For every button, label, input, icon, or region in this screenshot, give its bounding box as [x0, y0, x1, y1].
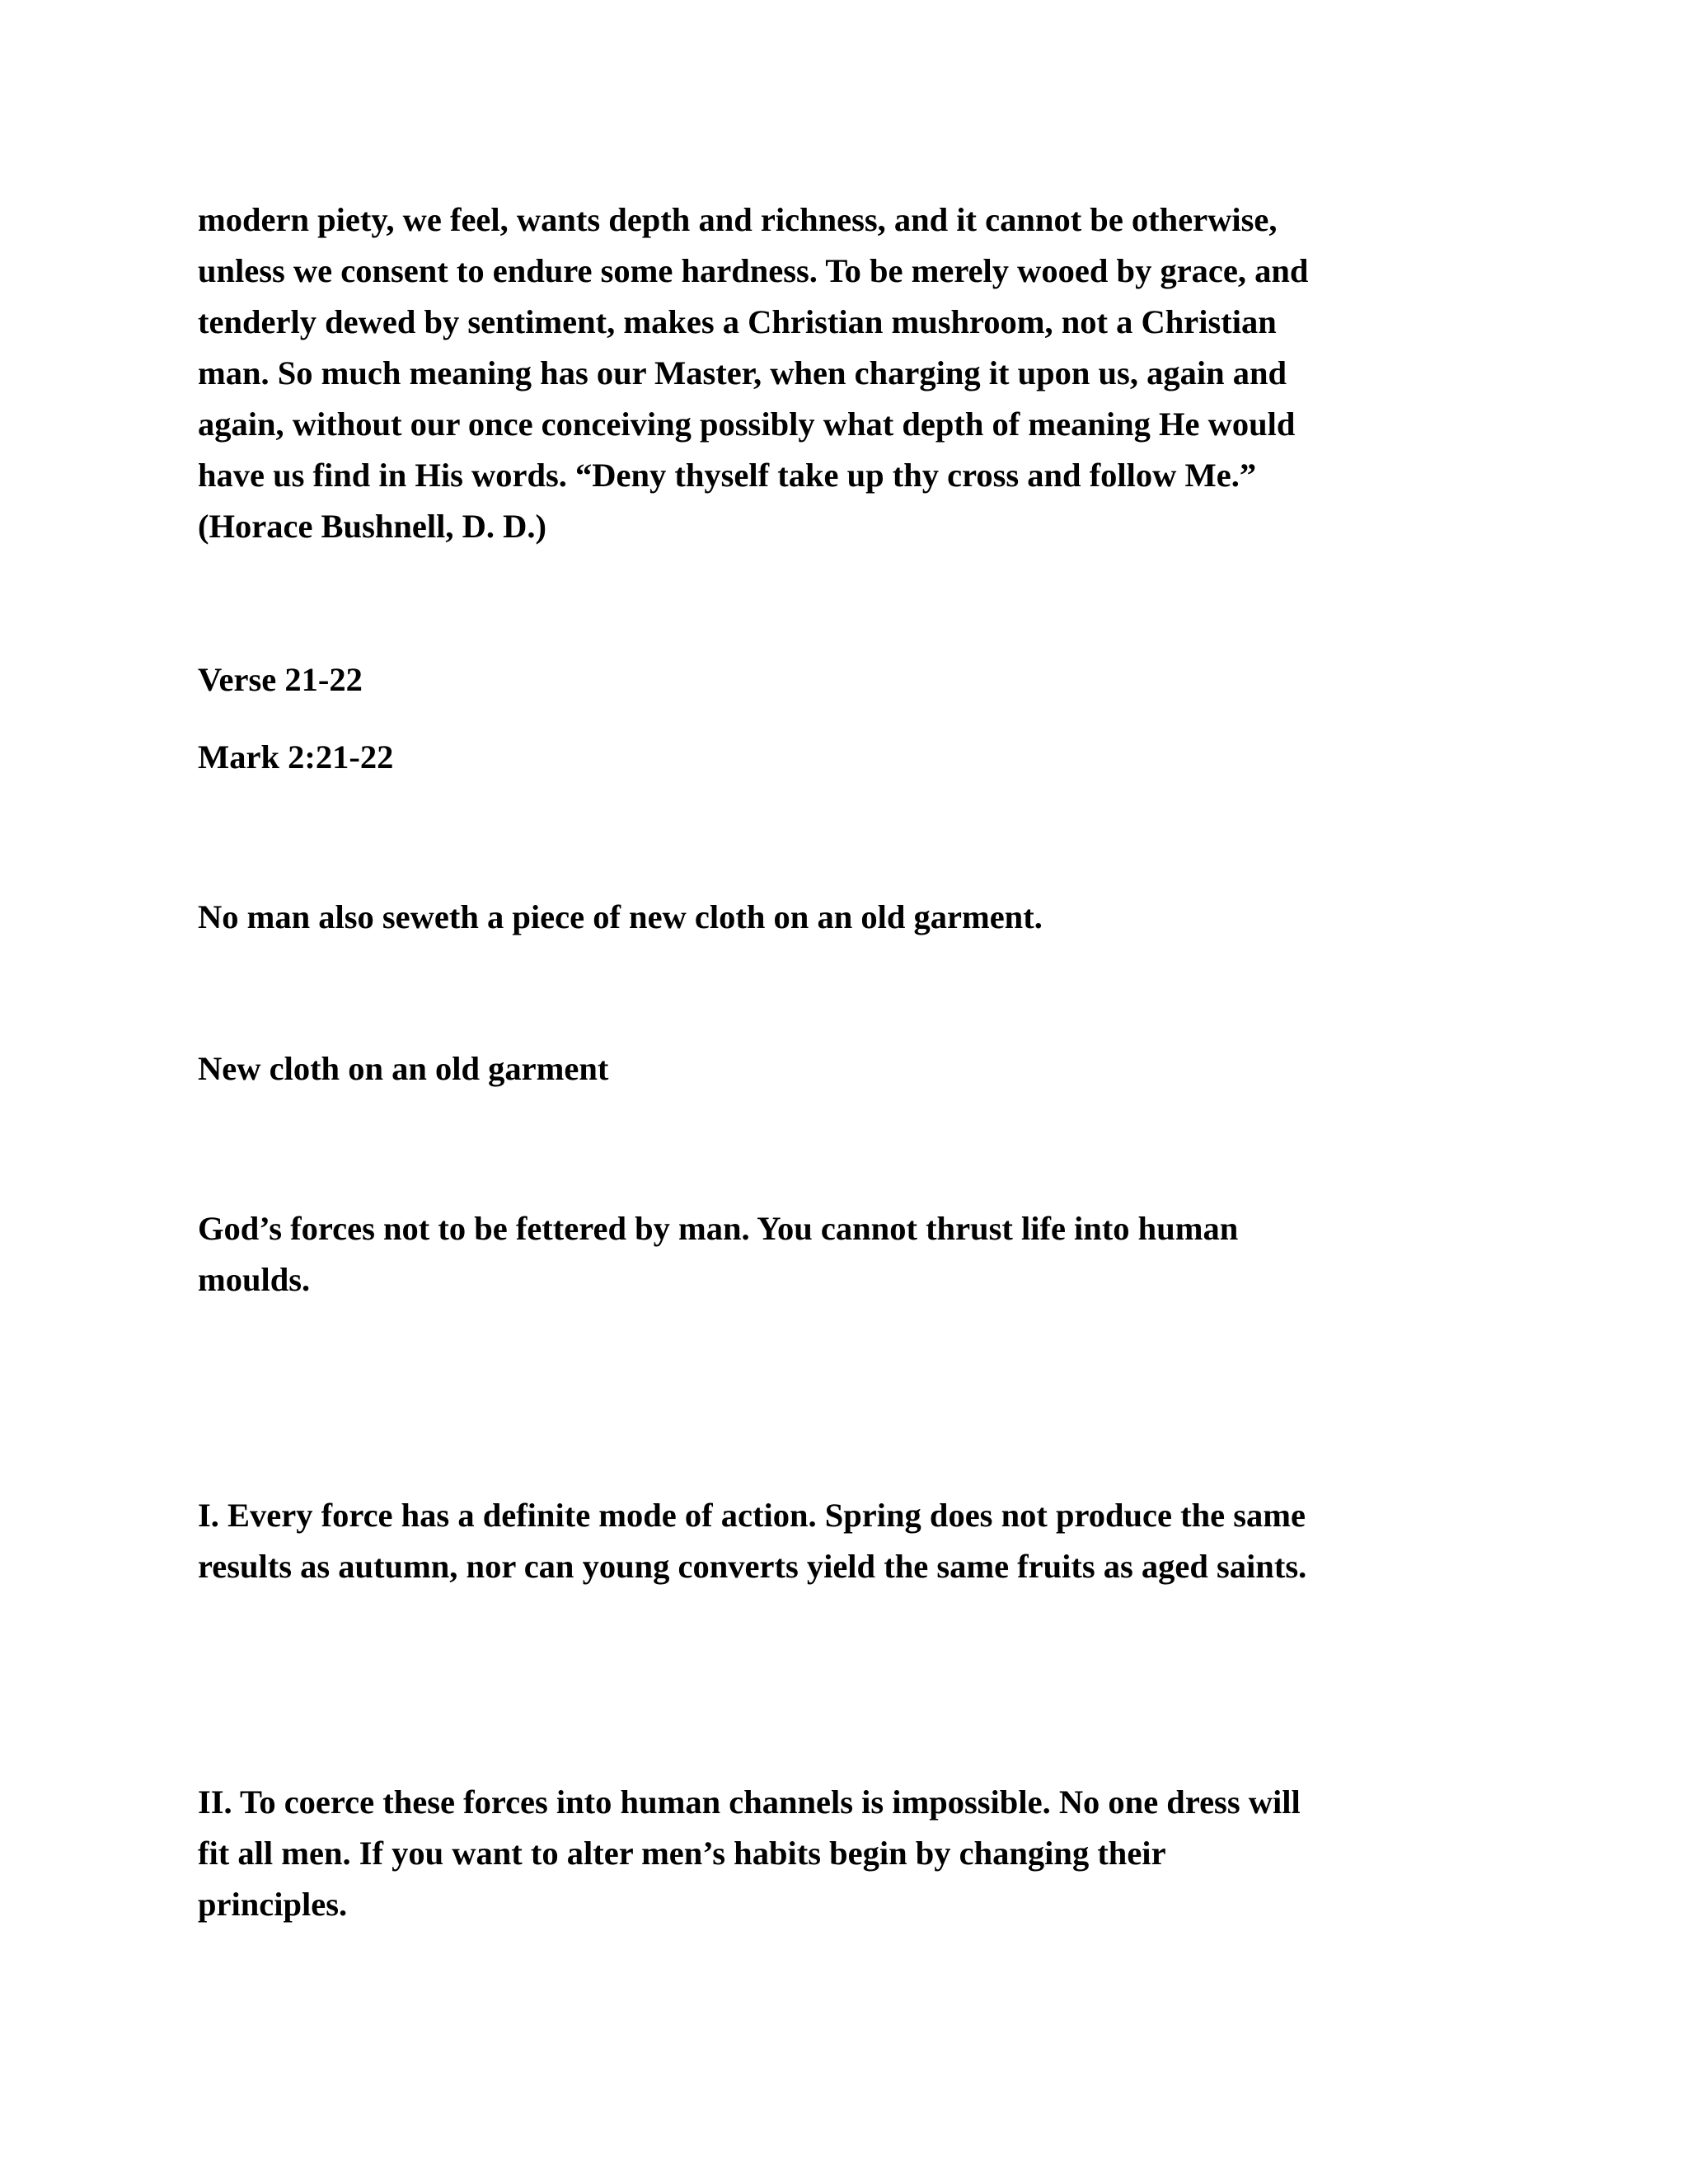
- text-line: again, without our once conceiving possibly what depth of meaning He would: [198, 405, 1296, 443]
- text-line: unless we consent to endure some hardness. To be merely wooed by grace, and: [198, 252, 1309, 289]
- text-line: tenderly dewed by sentiment, makes a Christian mushroom, not a Christian: [198, 303, 1277, 340]
- attribution: (Horace Bushnell, D. D.): [198, 508, 546, 545]
- verse-text: No man also seweth a piece of new cloth on an old garment.: [198, 898, 1043, 935]
- scripture-reference: Mark 2:21-22: [198, 738, 394, 776]
- text-line: God’s forces not to be fettered by man. You cannot thrust life into human: [198, 1210, 1239, 1247]
- text-line: results as autumn, nor can young converts yield the same fruits as aged saints.: [198, 1548, 1307, 1585]
- text-line: principles.: [198, 1886, 348, 1923]
- verse-label: Verse 21-22: [198, 661, 363, 698]
- intro-paragraph: [198, 194, 1308, 552]
- point-two-paragraph: [198, 1777, 1301, 1930]
- point-one-paragraph: [198, 1490, 1306, 1592]
- text-line: have us find in His words. “Deny thyself take up thy cross and follow Me.”: [198, 457, 1257, 494]
- text-line: moulds.: [198, 1261, 311, 1298]
- thesis-paragraph: [198, 1203, 1238, 1305]
- text-line: I. Every force has a definite mode of action. Spring does not produce the same: [198, 1497, 1306, 1534]
- text-line: modern piety, we feel, wants depth and richness, and it cannot be otherwise,: [198, 201, 1278, 238]
- section-title: New cloth on an old garment: [198, 1050, 609, 1087]
- text-line: fit all men. If you want to alter men’s habits begin by changing their: [198, 1835, 1166, 1872]
- text-line: man. So much meaning has our Master, when charging it upon us, again and: [198, 354, 1287, 391]
- text-line: II. To coerce these forces into human channels is impossible. No one dress will: [198, 1783, 1301, 1821]
